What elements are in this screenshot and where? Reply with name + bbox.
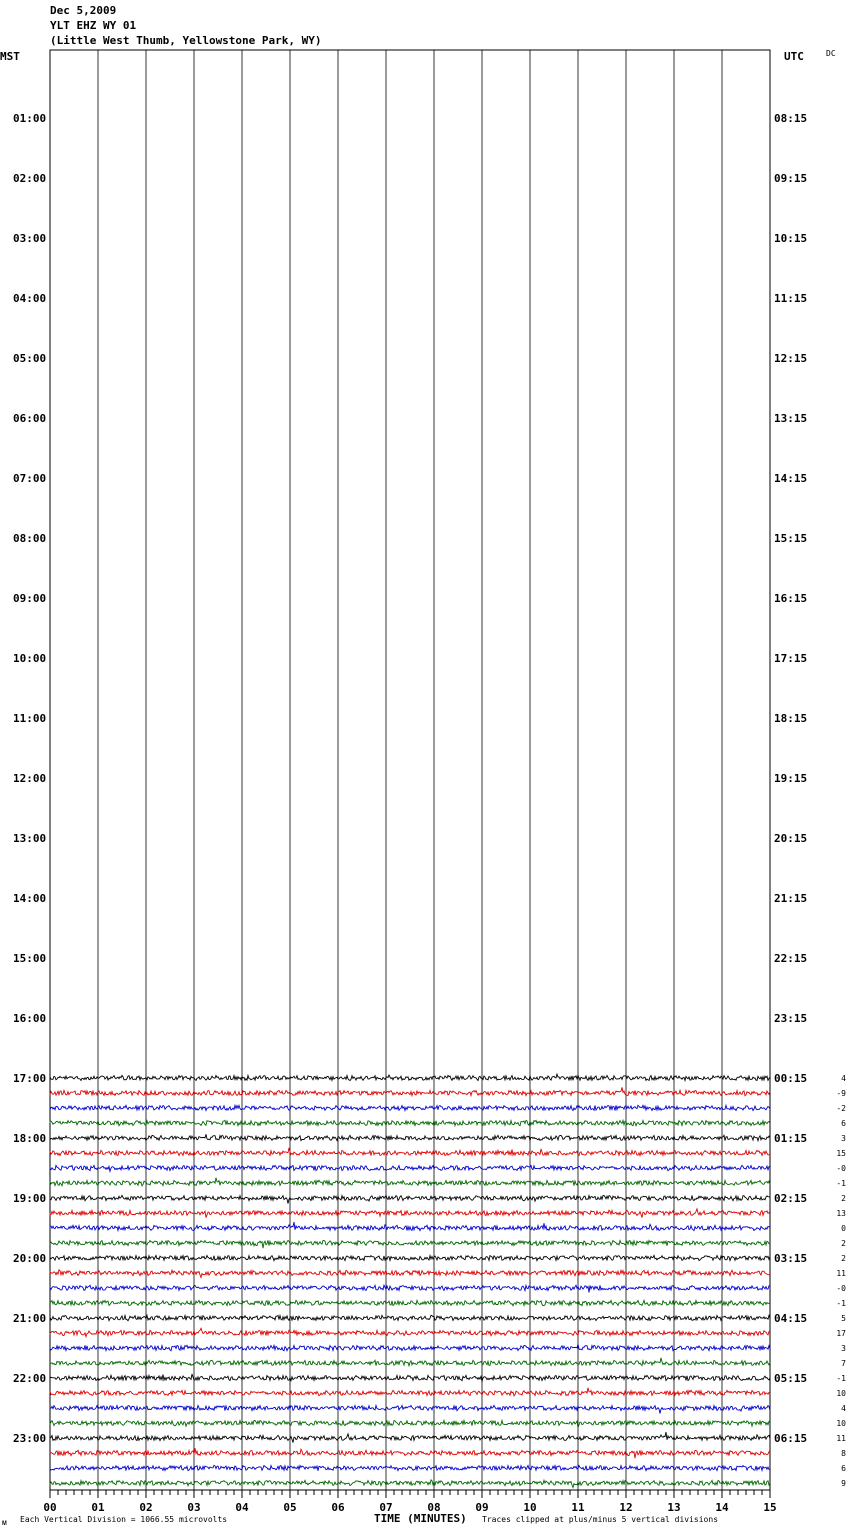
hour-label-utc: 20:15: [774, 832, 808, 845]
hour-label-utc: 09:15: [774, 172, 808, 185]
hour-label-mst: 09:00: [13, 592, 47, 605]
hour-label-mst: 06:00: [13, 412, 47, 425]
station-code: YLT EHZ WY 01: [50, 19, 137, 32]
hour-label-mst: 02:00: [13, 172, 47, 185]
dc-offset-value: -9: [836, 1089, 846, 1098]
dc-offset-value: 4: [841, 1404, 846, 1413]
hour-label-mst: 05:00: [13, 352, 47, 365]
x-tick-label: 07: [379, 1501, 393, 1514]
seismic-trace: [50, 1105, 770, 1110]
dc-offset-value: 4: [841, 1074, 846, 1083]
hour-label-mst: 11:00: [13, 712, 47, 725]
x-tick-label: 05: [283, 1501, 297, 1514]
x-axis-title: TIME (MINUTES): [374, 1512, 467, 1525]
dc-offset-value: 2: [841, 1194, 846, 1203]
dc-offset-value: 10: [836, 1419, 846, 1428]
seismic-trace: [50, 1165, 770, 1171]
seismic-trace: [50, 1240, 770, 1248]
hour-label-utc: 02:15: [774, 1192, 808, 1205]
hour-label-utc: 22:15: [774, 952, 808, 965]
hour-label-utc: 04:15: [774, 1312, 808, 1325]
dc-offset-value: 2: [841, 1254, 846, 1263]
seismic-trace: [50, 1120, 770, 1125]
seismic-trace: [50, 1432, 770, 1443]
hour-label-utc: 11:15: [774, 292, 808, 305]
hour-label-mst: 13:00: [13, 832, 47, 845]
hour-label-mst: 16:00: [13, 1012, 47, 1025]
logo-mark: ᴍ: [2, 1518, 7, 1527]
seismic-trace: [50, 1195, 770, 1203]
dc-offset-value: 3: [841, 1344, 846, 1353]
hour-label-utc: 19:15: [774, 772, 808, 785]
dc-offset-value: -0: [836, 1284, 846, 1293]
hour-label-mst: 22:00: [13, 1372, 47, 1385]
hour-label-utc: 14:15: [774, 472, 808, 485]
dc-offset-value: -1: [836, 1299, 846, 1308]
x-tick-label: 15: [763, 1501, 777, 1514]
hour-label-utc: 13:15: [774, 412, 808, 425]
left-timezone-label: MST: [0, 50, 20, 63]
seismic-trace: [50, 1420, 770, 1427]
hour-label-mst: 07:00: [13, 472, 47, 485]
dc-offset-value: 8: [841, 1449, 846, 1458]
dc-offset-value: -0: [836, 1164, 846, 1173]
dc-offset-value: -1: [836, 1374, 846, 1383]
dc-offset-value: 11: [836, 1434, 846, 1443]
hour-label-utc: 17:15: [774, 652, 808, 665]
hour-label-utc: 16:15: [774, 592, 808, 605]
x-tick-label: 00: [43, 1501, 57, 1514]
seismic-trace: [50, 1148, 770, 1156]
x-tick-label: 04: [235, 1501, 249, 1514]
dc-offset-value: -1: [836, 1179, 846, 1188]
right-timezone-label: UTC: [784, 50, 804, 63]
seismic-trace: [50, 1358, 770, 1366]
seismic-trace: [50, 1344, 770, 1351]
station-location: (Little West Thumb, Yellowstone Park, WY): [50, 34, 322, 47]
hour-label-mst: 19:00: [13, 1192, 47, 1205]
dc-offset-value: 0: [841, 1224, 846, 1233]
dc-offset-value: 15: [836, 1149, 846, 1158]
hour-label-mst: 15:00: [13, 952, 47, 965]
x-tick-label: 03: [187, 1501, 201, 1514]
seismic-trace: [50, 1448, 770, 1458]
hour-label-utc: 21:15: [774, 892, 808, 905]
x-tick-label: 01: [91, 1501, 105, 1514]
hour-label-mst: 17:00: [13, 1072, 47, 1085]
hour-label-utc: 10:15: [774, 232, 808, 245]
dc-offset-value: 2: [841, 1239, 846, 1248]
hour-label-mst: 10:00: [13, 652, 47, 665]
seismic-trace: [50, 1374, 770, 1381]
hour-label-mst: 04:00: [13, 292, 47, 305]
seismic-trace: [50, 1328, 770, 1336]
seismic-trace: [50, 1178, 770, 1186]
dc-offset-value: 13: [836, 1209, 846, 1218]
seismic-trace: [50, 1074, 770, 1080]
x-tick-label: 14: [715, 1501, 729, 1514]
x-tick-label: 09: [475, 1501, 489, 1514]
seismic-trace: [50, 1405, 770, 1413]
hour-label-utc: 23:15: [774, 1012, 808, 1025]
dc-offset-value: -2: [836, 1104, 846, 1113]
hour-label-mst: 23:00: [13, 1432, 47, 1445]
dc-offset-value: 6: [841, 1464, 846, 1473]
seismic-trace: [50, 1270, 770, 1278]
dc-offset-value: 10: [836, 1389, 846, 1398]
hour-label-utc: 00:15: [774, 1072, 808, 1085]
hour-label-mst: 20:00: [13, 1252, 47, 1265]
hour-label-utc: 01:15: [774, 1132, 808, 1145]
seismic-trace: [50, 1465, 770, 1470]
seismic-trace: [50, 1285, 770, 1292]
dc-offset-value: 3: [841, 1134, 846, 1143]
hour-label-utc: 06:15: [774, 1432, 808, 1445]
clip-note: Traces clipped at plus/minus 5 vertical divisions: [482, 1515, 719, 1524]
seismic-trace: [50, 1209, 770, 1218]
dc-offset-value: 11: [836, 1269, 846, 1278]
record-date: Dec 5,2009: [50, 4, 117, 17]
x-tick-label: 13: [667, 1501, 681, 1514]
hour-label-mst: 18:00: [13, 1132, 47, 1145]
hour-label-utc: 05:15: [774, 1372, 808, 1385]
seismic-trace: [50, 1480, 770, 1488]
dc-offset-heading: DC: [826, 49, 836, 58]
dc-offset-value: 9: [841, 1479, 846, 1488]
dc-offset-value: 17: [836, 1329, 846, 1338]
hour-label-mst: 01:00: [13, 112, 47, 125]
seismic-trace: [50, 1315, 770, 1320]
x-tick-label: 02: [139, 1501, 153, 1514]
x-tick-label: 12: [619, 1501, 633, 1514]
x-tick-label: 08: [427, 1501, 441, 1514]
seismic-trace: [50, 1087, 770, 1095]
hour-label-mst: 14:00: [13, 892, 47, 905]
hour-label-utc: 08:15: [774, 112, 808, 125]
hour-label-mst: 03:00: [13, 232, 47, 245]
dc-offset-value: 7: [841, 1359, 846, 1368]
hour-label-utc: 03:15: [774, 1252, 808, 1265]
hour-label-mst: 08:00: [13, 532, 47, 545]
hour-label-mst: 21:00: [13, 1312, 47, 1325]
x-tick-label: 10: [523, 1501, 537, 1514]
x-tick-label: 06: [331, 1501, 345, 1514]
seismic-trace: [50, 1134, 770, 1141]
seismic-trace: [50, 1388, 770, 1396]
scale-note: Each Vertical Division = 1066.55 microvolts: [20, 1515, 228, 1524]
hour-label-utc: 18:15: [774, 712, 808, 725]
seismic-trace: [50, 1222, 770, 1231]
hour-label-utc: 15:15: [774, 532, 808, 545]
seismic-trace: [50, 1300, 770, 1305]
x-tick-label: 11: [571, 1501, 585, 1514]
hour-label-mst: 12:00: [13, 772, 47, 785]
dc-offset-value: 5: [841, 1314, 846, 1323]
hour-label-utc: 12:15: [774, 352, 808, 365]
dc-offset-value: 6: [841, 1119, 846, 1128]
seismic-trace: [50, 1255, 770, 1260]
